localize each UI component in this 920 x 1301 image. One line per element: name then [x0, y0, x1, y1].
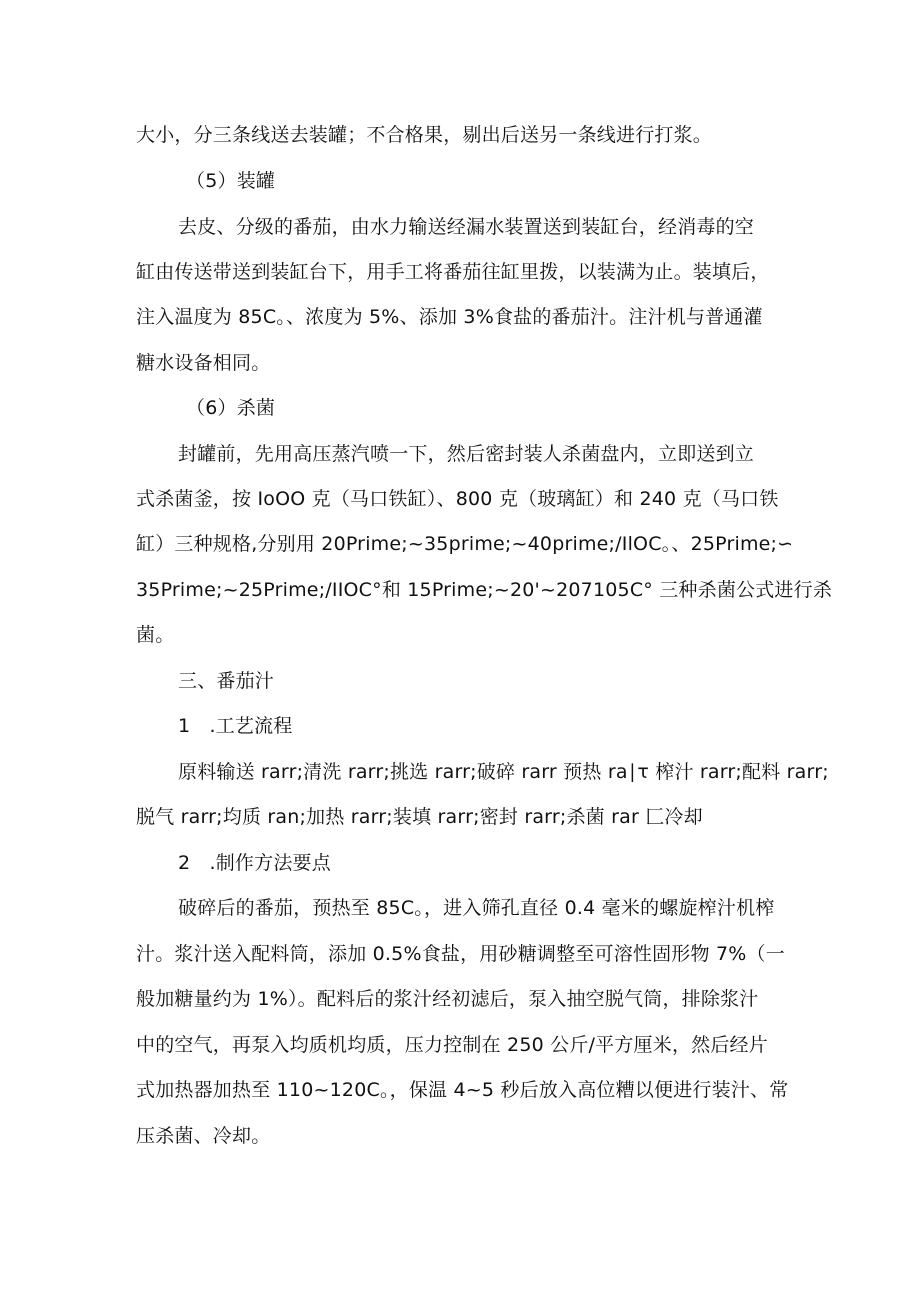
chapter-heading-tomato-juice: 三、番茄汁 — [178, 670, 275, 692]
section-heading-sterilization: （6）杀菌 — [186, 397, 276, 419]
text-line: 式加热器加热至 110~120C。，保温 4~5 秒后放入高位糟以便进行装汁、常 — [136, 1079, 789, 1101]
text-line: 压杀菌、冷却。 — [136, 1125, 271, 1147]
text-line: 注入温度为 85C。、浓度为 5%、添加 3%食盐的番茄汁。注汁机与普通灌 — [136, 306, 763, 328]
text-line: 汁。浆汁送入配料筒，添加 0.5%食盐，用砂糖调整至可溶性固形物 7%（一 — [136, 943, 785, 965]
text-line: 破碎后的番茄，预热至 85C。，进入筛孔直径 0.4 毫米的螺旋榨汁机榨 — [178, 897, 775, 919]
text-line: 35Prime;~25Prime;/IIOC°和 15Prime;~20'~207105C° 三种杀菌公式进行杀 — [136, 579, 833, 601]
text-line: 大小，分三条线送去装罐；不合格果，剔出后送另一条线进行打浆。 — [136, 124, 713, 146]
text-line: 原料输送 rarr;清洗 rarr;挑选 rarr;破碎 rarr 预热 ra∣τ 榨汁 rarr;配料 rarr; — [178, 761, 829, 783]
text-line: 菌。 — [136, 624, 175, 646]
section-heading-canning: （5）装罐 — [186, 170, 276, 192]
subheading-method-points: 2 .制作方法要点 — [178, 852, 331, 874]
text-line: 脱气 rarr;均质 ran;加热 rarr;装填 rarr;密封 rarr;杀菌 rar 匚冷却 — [136, 806, 703, 828]
text-line: 缸）三种规格,分别用 20Prime;~35prime;~40prime;/IlOC。、25Prime;∽ — [136, 533, 794, 555]
subheading-process-flow: 1 .工艺流程 — [178, 715, 293, 737]
text-line: 缸由传送带送到装缸台下，用手工将番茄往缸里拨，以装满为止。装填后， — [136, 261, 770, 283]
text-line: 糖水设备相同。 — [136, 352, 271, 374]
text-line: 式杀菌釜，按 IoOO 克（马口铁缸）、800 克（玻璃缸）和 240 克（马口铁 — [136, 488, 779, 510]
text-line: 中的空气，再泵入均质机均质，压力控制在 250 公斤/平方厘米，然后经片 — [136, 1034, 768, 1056]
text-line: 封罐前，先用高压蒸汽喷一下，然后密封装人杀菌盘内，立即送到立 — [178, 443, 755, 465]
text-line: 般加糖量约为 1%）。配料后的浆汁经初滤后，泵入抽空脱气筒，排除浆汁 — [136, 988, 759, 1010]
text-line: 去皮、分级的番茄，由水力输送经漏水装置送到装缸台，经消毒的空 — [178, 216, 755, 238]
